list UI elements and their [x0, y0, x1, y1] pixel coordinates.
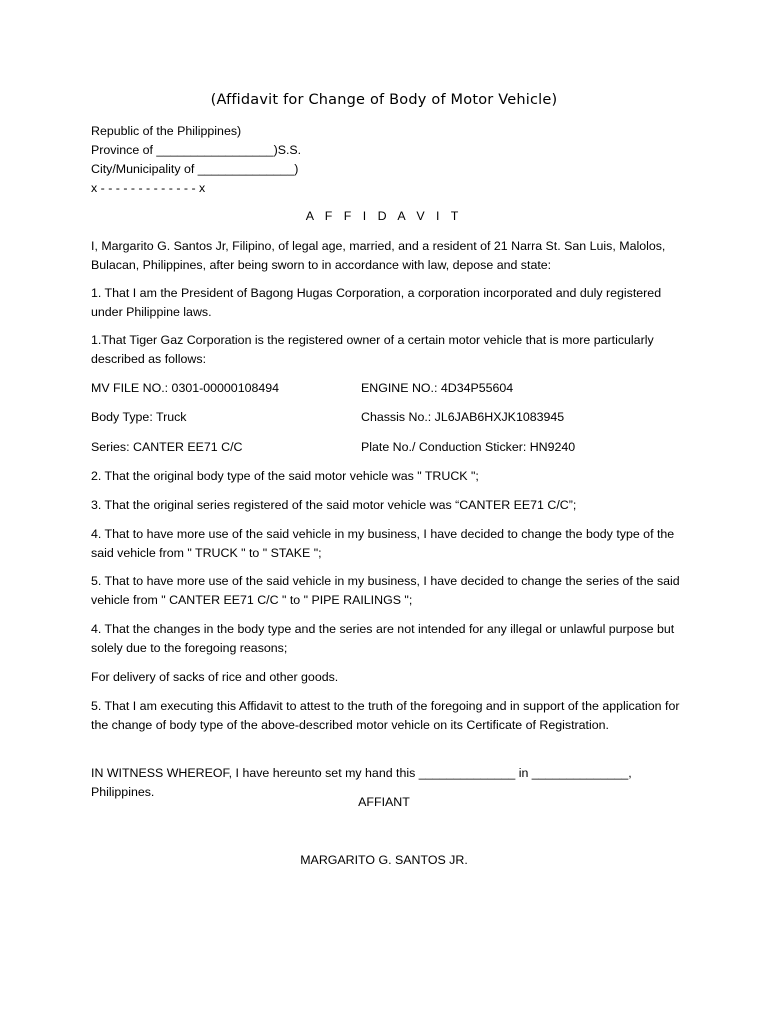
chassis-number: Chassis No.: JL6JAB6HXJK1083945: [361, 410, 565, 424]
vehicle-row-body-chassis: [91, 408, 681, 427]
paragraph-not-illegal: 4. That the changes in the body type and the series are not intended for any illegal or unlawful purpose but solely due to the foregoing reasons;: [91, 622, 675, 655]
mv-file-number: MV FILE NO.: 0301-00000108494: [91, 381, 280, 395]
vehicle-row-series-plate: [91, 438, 681, 457]
venue-separator: x - - - - - - - - - - - - - x: [91, 181, 206, 195]
paragraph-change-series: 5. That to have more use of the said vehicle in my business, I have decided to change the series of the said vehicle from " CANTER EE71 C/C " to " PIPE RAILINGS ";: [91, 574, 680, 607]
witness-whereof: IN WITNESS WHEREOF, I have hereunto set my hand this ______________ in ______________, Philippines.: [91, 766, 632, 799]
affiant-name: MARGARITO G. SANTOS JR.: [300, 853, 468, 867]
paragraph-original-body: 2. That the original body type of the said motor vehicle was " TRUCK ";: [91, 469, 479, 483]
venue-republic: Republic of the Philippines): [91, 124, 242, 138]
paragraph-executing: 5. That I am executing this Affidavit to attest to the truth of the foregoing and in support of the application for the change of body type of the above-described motor vehicle on its Certificate of Registration.: [91, 699, 680, 732]
body-type: Body Type: Truck: [91, 410, 187, 424]
venue-province: Province of _________________)S.S.: [91, 143, 302, 157]
document-title: (Affidavit for Change of Body of Motor Vehicle): [210, 92, 558, 108]
affiant-label: AFFIANT: [358, 795, 410, 809]
plate-number: Plate No./ Conduction Sticker: HN9240: [361, 440, 576, 454]
vehicle-row-file-engine: [91, 379, 681, 398]
affidavit-heading: A F F I D A V I T: [305, 209, 463, 223]
paragraph-president: 1. That I am the President of Bagong Hugas Corporation, a corporation incorporated and duly registered under Philippine laws.: [91, 286, 662, 319]
paragraph-original-series: 3. That the original series registered of the said motor vehicle was “CANTER EE71 C/C”;: [91, 498, 577, 512]
intro-paragraph: I, Margarito G. Santos Jr, Filipino, of legal age, married, and a resident of 21 Narra St. San Luis, Malolos, Bulacan, Philippines, after being sworn to in accordance with law, depose and state:: [91, 239, 666, 272]
paragraph-change-body: 4. That to have more use of the said vehicle in my business, I have decided to change the body type of the said vehicle from " TRUCK " to " STAKE ";: [91, 527, 675, 560]
paragraph-delivery: For delivery of sacks of rice and other goods.: [91, 670, 339, 684]
paragraph-owner: 1.That Tiger Gaz Corporation is the registered owner of a certain motor vehicle that is more particularly described as follows:: [91, 333, 654, 366]
series: Series: CANTER EE71 C/C: [91, 440, 243, 454]
venue-city: City/Municipality of ______________): [91, 162, 299, 176]
venue-block: [91, 122, 681, 198]
engine-number: ENGINE NO.: 4D34P55604: [361, 381, 514, 395]
